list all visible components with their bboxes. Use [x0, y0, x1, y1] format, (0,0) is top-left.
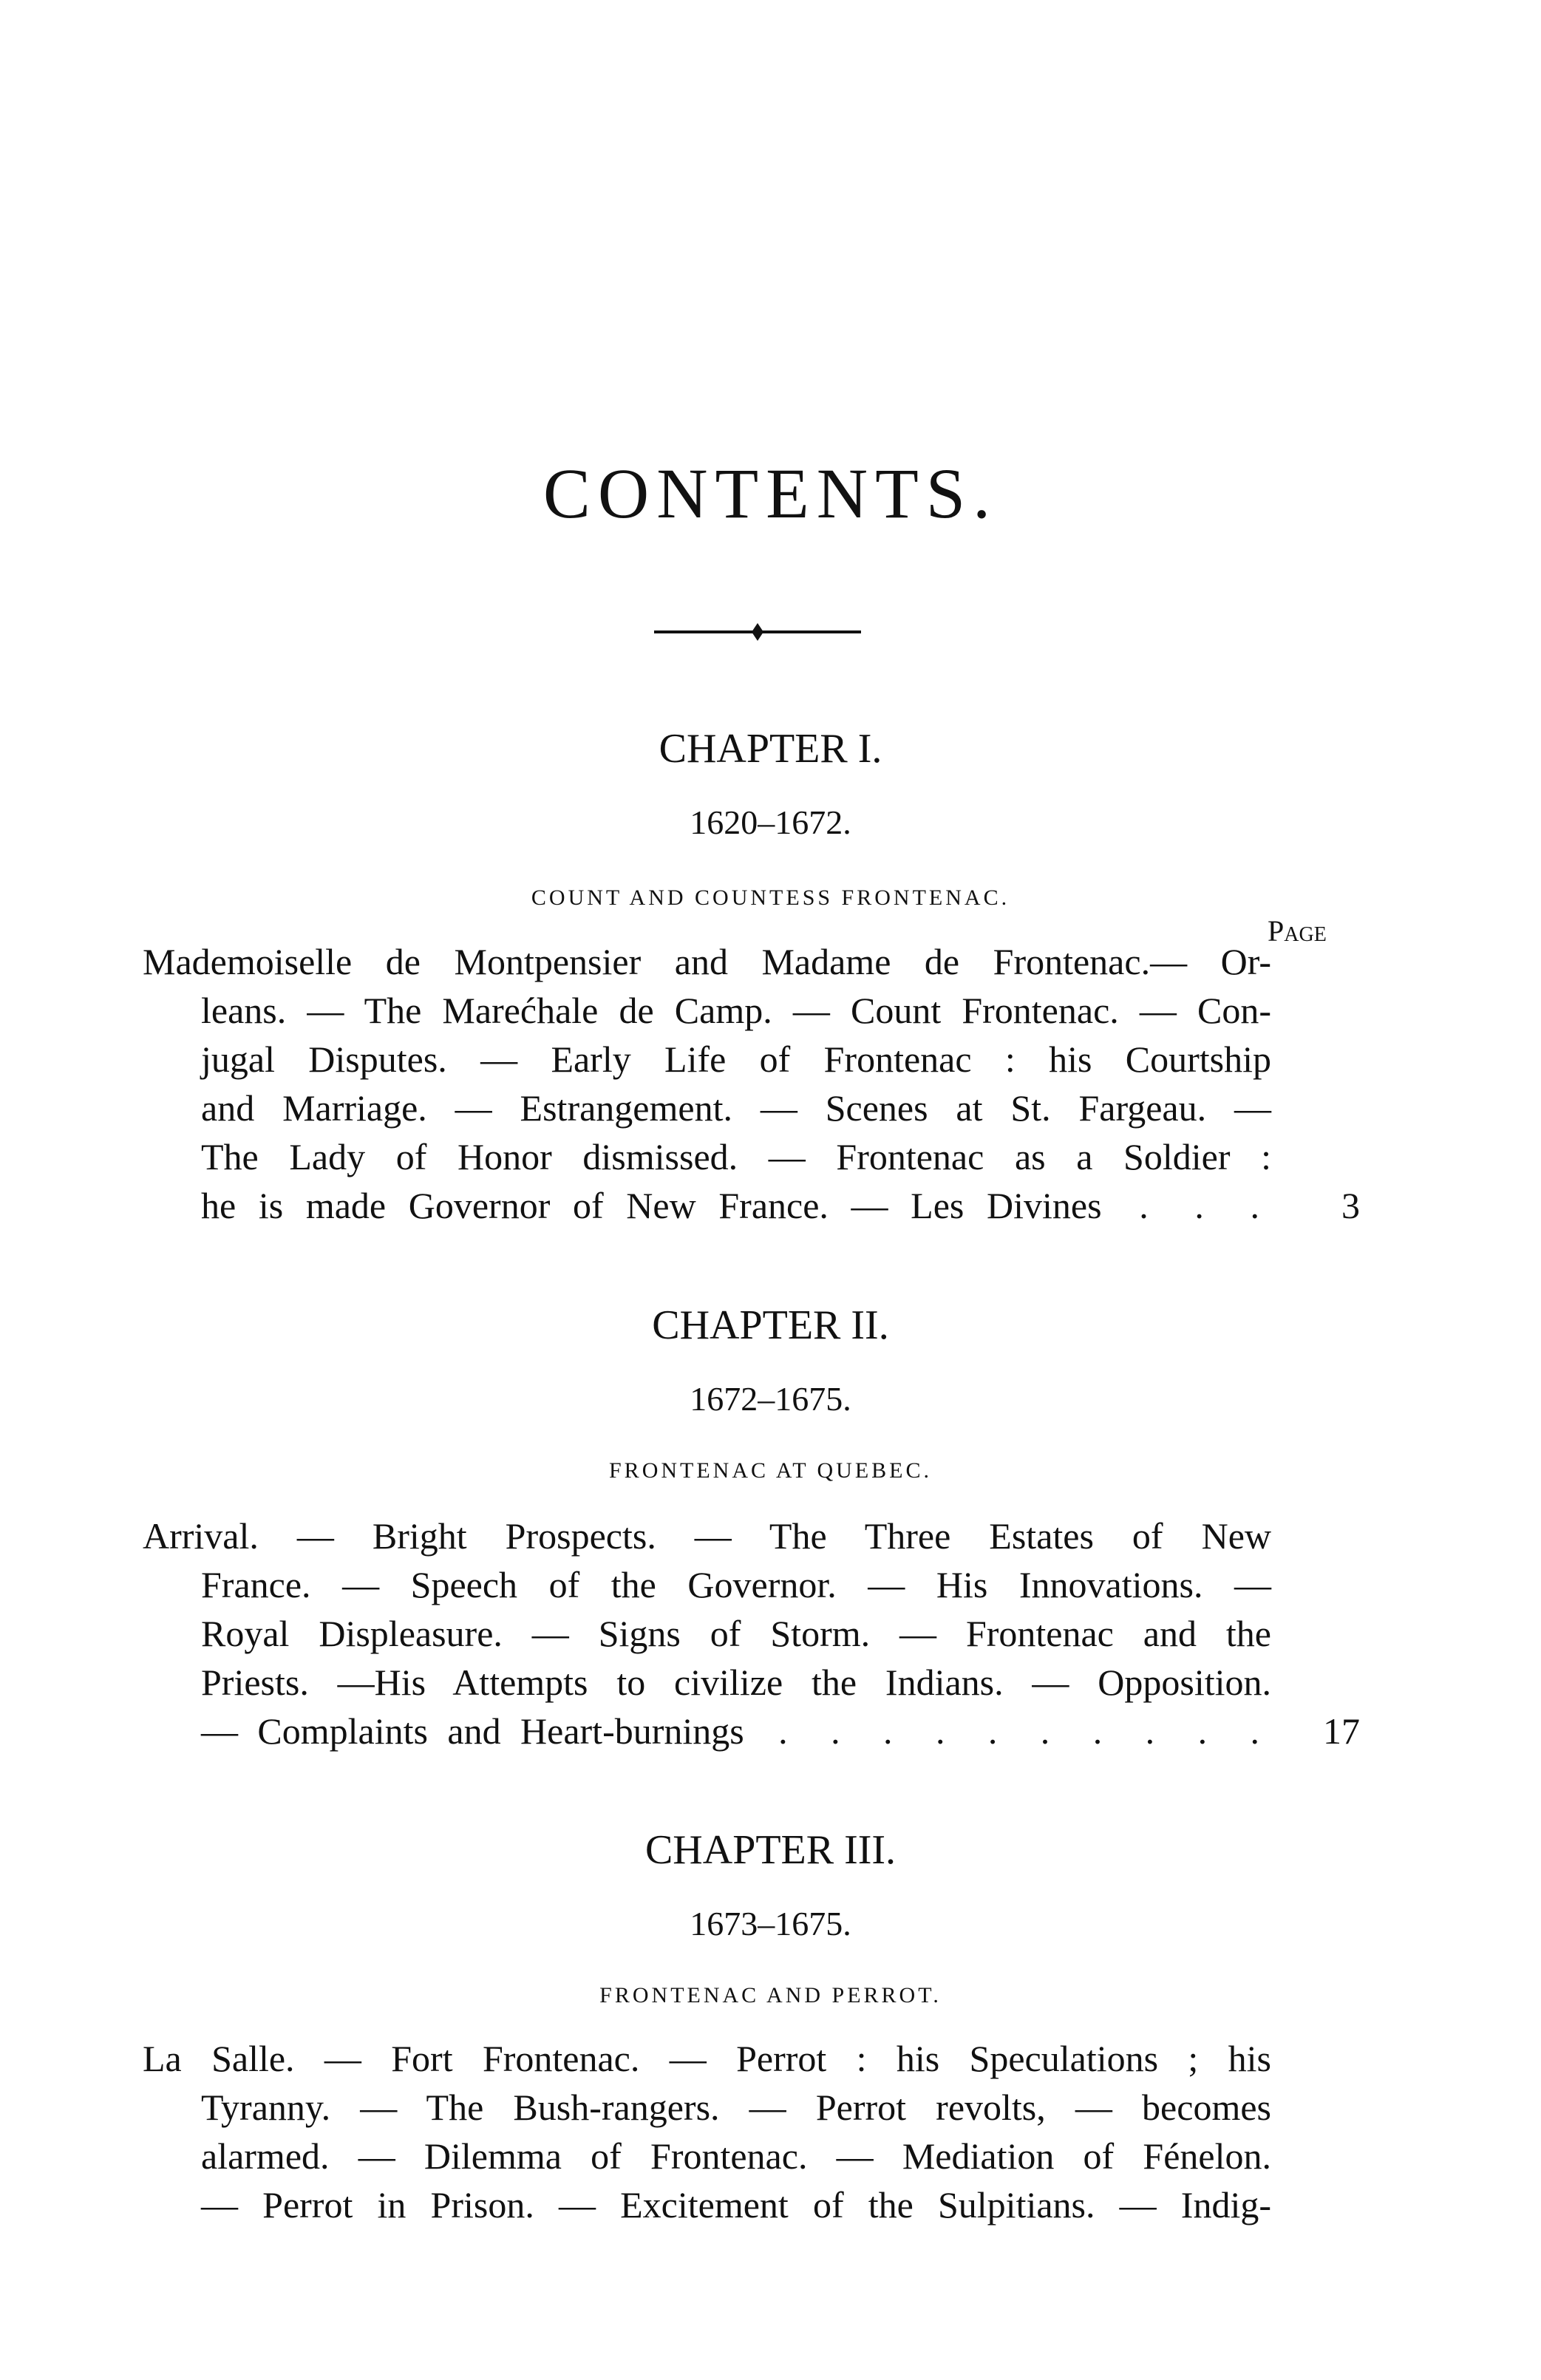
chapter-years: 1673–1675. — [690, 1905, 851, 1942]
page-number: 3 — [1341, 1185, 1360, 1226]
summary-last-line — [148, 1181, 1271, 1230]
chapter-heading: CHAPTER II. — [652, 1302, 889, 1348]
summary-line: Tyranny. — The Bush-rangers. — Perrot revolts, — becomes — [201, 2087, 1271, 2128]
summary-line: France. — Speech of the Governor. — His Innovations. — — [201, 1564, 1271, 1605]
chapter-summary — [143, 2034, 1271, 2229]
summary-line: jugal Disputes. — Early Life of Frontenac : his Courtship — [201, 1038, 1271, 1080]
summary-line: leans. — The Marećhale de Camp. — Count Frontenac. — Con- — [201, 990, 1271, 1031]
leader-dots: . . . — [1139, 1185, 1272, 1226]
page-column-label: Page — [1268, 914, 1327, 948]
summary-line: Royal Displeasure. — Signs of Storm. — Frontenac and the — [201, 1613, 1271, 1654]
summary-line: — Perrot in Prison. — Excitement of the Sulpitians. — Indig- — [201, 2184, 1271, 2226]
chapter-summary — [143, 1512, 1272, 1755]
page-number: 17 — [1323, 1710, 1360, 1752]
chapter-heading: CHAPTER I. — [659, 726, 882, 772]
summary-line: alarmed. — Dilemma of Frontenac. — Mediation of Fénelon. — [201, 2135, 1271, 2177]
summary-line: The Lady of Honor dismissed. — Frontenac as a Soldier : — [201, 1136, 1271, 1177]
page-title: CONTENTS. — [542, 454, 999, 533]
summary-line: — Complaints and Heart-burnings — [201, 1710, 744, 1752]
summary-line: La Salle. — Fort Frontenac. — Perrot : his Speculations ; his — [143, 2038, 1271, 2079]
chapter-years: 1620–1672. — [690, 803, 851, 841]
chapter-title: FRONTENAC AT QUEBEC. — [609, 1458, 932, 1483]
ornament-divider — [654, 621, 861, 643]
summary-line: Mademoiselle de Montpensier and Madame de Frontenac.— Or- — [143, 941, 1271, 982]
chapter-title: FRONTENAC AND PERROT. — [599, 1983, 942, 2007]
summary-line: he is made Governor of New France. — Les Divines — [201, 1185, 1102, 1226]
chapter-heading: CHAPTER III. — [644, 1827, 897, 1873]
summary-line: Priests. —His Attempts to civilize the Indians. — Opposition. — [201, 1662, 1271, 1703]
chapter-summary — [143, 937, 1272, 1230]
chapter-years: 1672–1675. — [690, 1380, 851, 1418]
summary-line: and Marriage. — Estrangement. — Scenes at St. Fargeau. — — [201, 1087, 1271, 1129]
summary-line: Arrival. — Bright Prospects. — The Three Estates of New — [143, 1515, 1271, 1557]
chapter-title: COUNT AND COUNTESS FRONTENAC. — [531, 885, 1010, 910]
summary-last-line — [148, 1707, 1271, 1755]
leader-dots: . . . . . . . . . . — [778, 1710, 1272, 1752]
